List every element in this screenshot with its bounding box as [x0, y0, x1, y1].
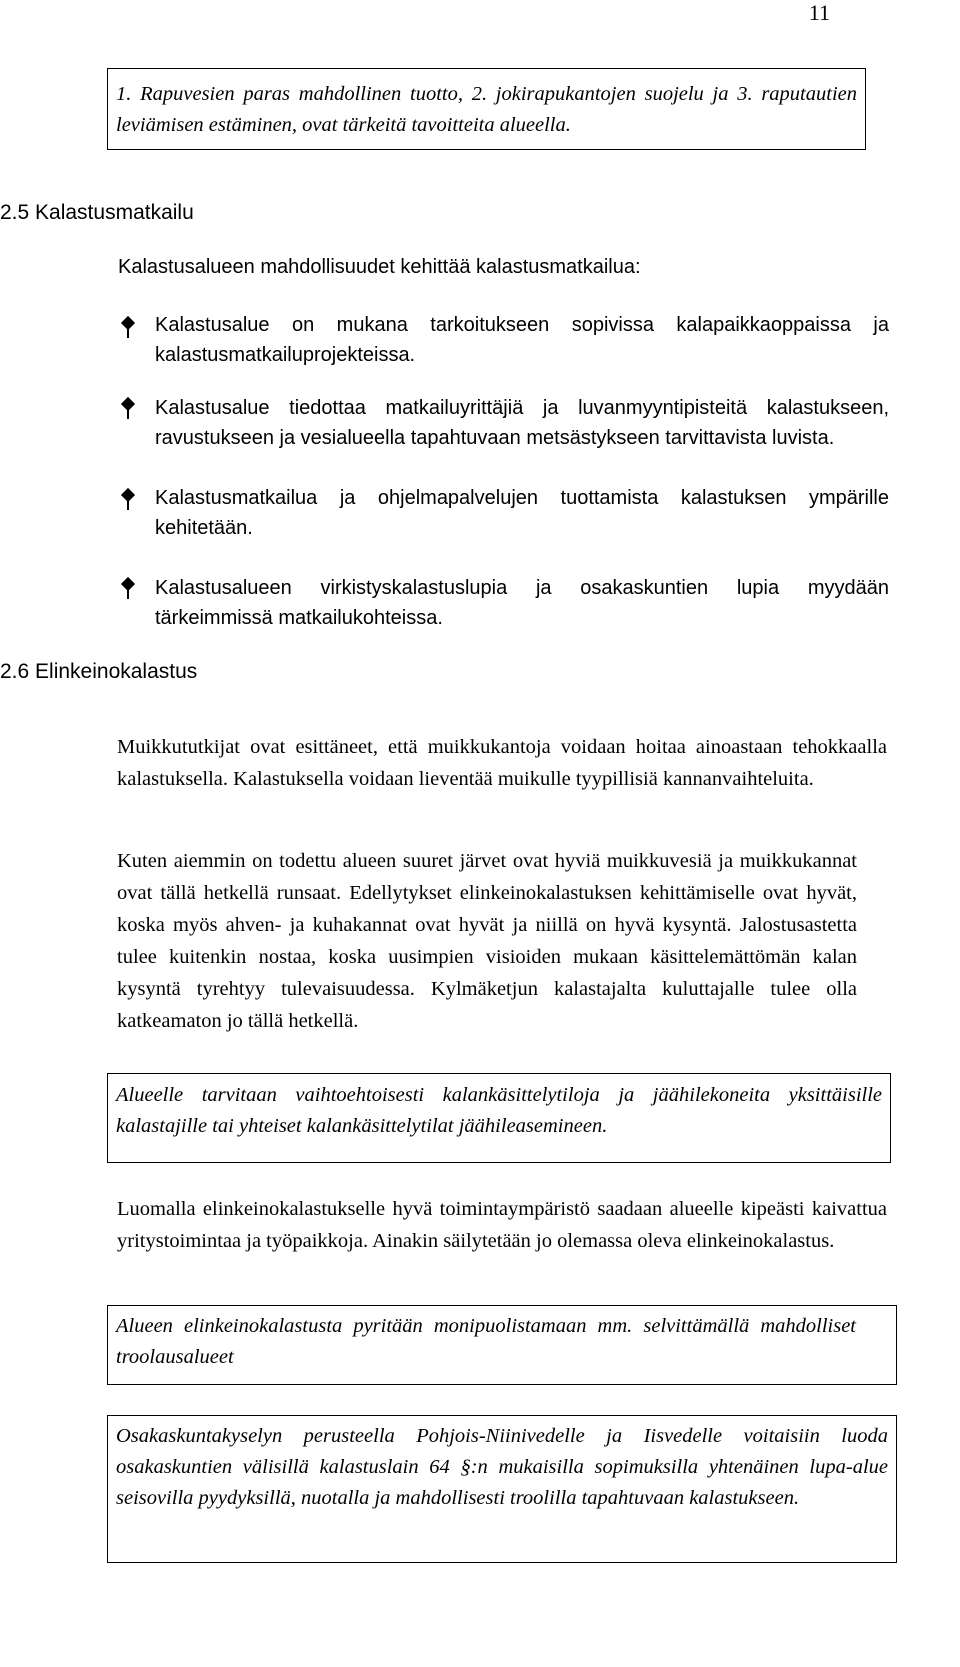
recommendation-box [107, 1073, 891, 1163]
body-paragraph: Muikkututkijat ovat esittäneet, että muikkukantoja voidaan hoitaa ainoastaan tehokkaalla kalastuksella. Kalastuksella voidaan lieventää muikulle tyypillisiä kannanvaihteluita. [117, 736, 887, 790]
permit-area-box [107, 1415, 897, 1563]
goal-box-text: 1. Rapuvesien paras mahdollinen tuotto, 2. jokirapukantojen suojelu ja 3. raputautien leviämisen estäminen, ovat tärkeitä tavoitteita alueella. [116, 83, 857, 136]
diamond-bullet-icon [122, 316, 134, 342]
goal-box [107, 68, 866, 150]
permit-area-box-text: Osakaskuntakyselyn perusteella Pohjois-Niinivedelle ja Iisvedelle voitaisiin luoda osakaskuntien välisillä kalastuslain 64 §:n mukaisilla sopimuksilla yhtenäinen lupa-alue seisovilla pyydyksillä, nuotalla ja mahdollisesti troolilla tapahtuvaan kalastukseen. [116, 1425, 888, 1509]
bullet-item: Kalastusalueen virkistyskalastuslupia ja osakaskuntien lupia myydään tärkeimmissä matkailukohteissa. [155, 577, 889, 629]
bullet-item: Kalastusmatkailua ja ohjelmapalvelujen tuottamista kalastuksen ympärille kehitetään. [155, 487, 889, 539]
diamond-bullet-icon [122, 488, 134, 514]
section-heading-2-6: 2.6 Elinkeinokalastus [0, 660, 198, 683]
body-paragraph: Luomalla elinkeinokalastukselle hyvä toimintaympäristö saadaan alueelle kipeästi kaivattua yritystoimintaa ja työpaikkoja. Ainakin säilytetään jo olemassa oleva elinkeinokalastus. [117, 1198, 887, 1252]
bullet-item: Kalastusalue tiedottaa matkailuyrittäjiä ja luvanmyyntipisteitä kalastukseen, ravustukseen ja vesialueella tapahtuvaan metsästykseen tarvittavista luvista. [155, 397, 889, 449]
section-intro: Kalastusalueen mahdollisuudet kehittää kalastusmatkailua: [118, 256, 641, 278]
trawling-box [107, 1305, 897, 1385]
section-heading-2-5: 2.5 Kalastusmatkailu [0, 201, 194, 224]
diamond-bullet-icon [122, 577, 134, 603]
recommendation-box-text: Alueelle tarvitaan vaihtoehtoisesti kalankäsittelytiloja ja jäähilekoneita yksittäisille kalastajille tai yhteiset kalankäsittelytilat jäähileasemineen. [116, 1084, 882, 1137]
bullet-item: Kalastusalue on mukana tarkoitukseen sopivissa kalapaikkaoppaissa ja kalastusmatkailuprojekteissa. [155, 314, 889, 366]
page-number: 11 [808, 0, 830, 25]
trawling-box-text: Alueen elinkeinokalastusta pyritään monipuolistamaan mm. selvittämällä mahdolliset troolausalueet [116, 1315, 856, 1368]
diamond-bullet-icon [122, 397, 134, 423]
body-paragraph: Kuten aiemmin on todettu alueen suuret järvet ovat hyviä muikkuvesiä ja muikkukannat ovat tällä hetkellä runsaat. Edellytykset elinkeinokalastuksen kehittämiselle ovat hyvät, koska myös ahven- ja kuhakannat ovat hyvät ja niillä on hyvä kysyntä. Jalostusastetta tulee kuitenkin nostaa, koska uusimpien visioiden mukaan käsittelemättömän kalan kysyntä tyrehtyy tulevaisuudessa. Kylmäketjun kalastajalta kuluttajalle tulee olla katkeamaton jo tällä hetkellä. [117, 850, 857, 1032]
